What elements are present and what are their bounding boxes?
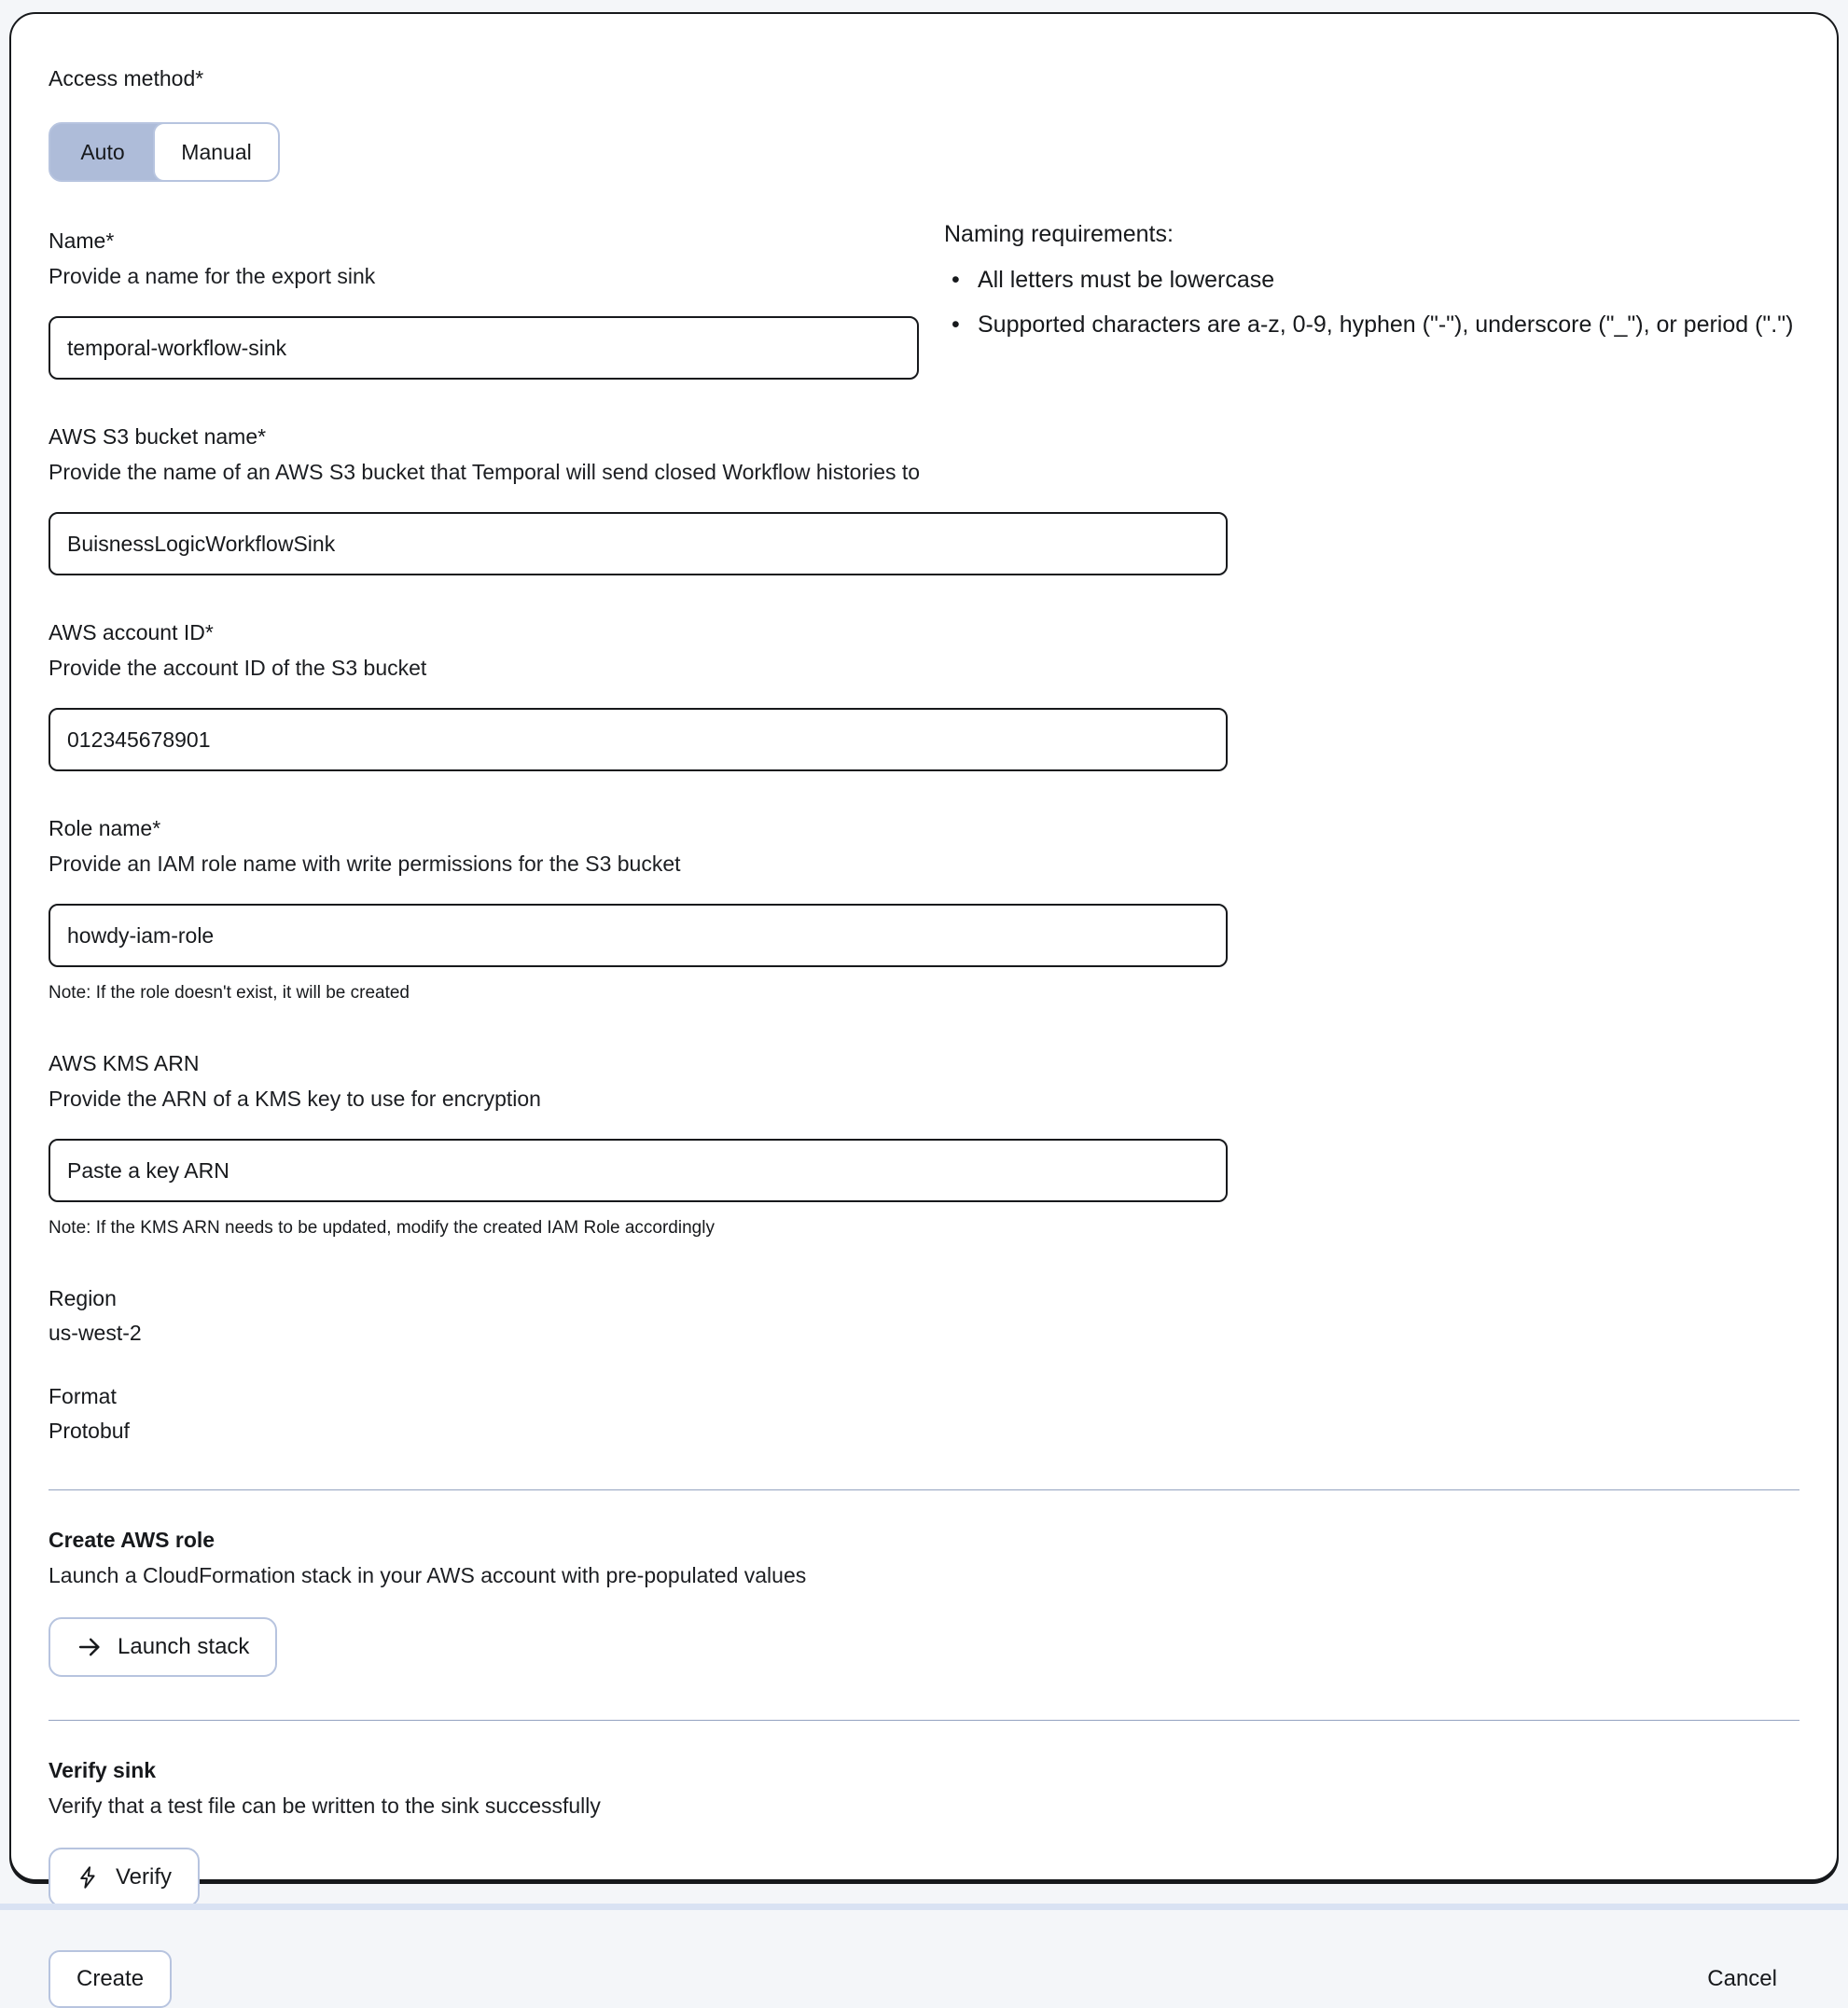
format-group: [49, 1380, 1799, 1447]
format-value: Protobuf: [49, 1419, 130, 1443]
cancel-button-label: Cancel: [1707, 1966, 1777, 1991]
s3-bucket-field-group: [49, 421, 1799, 575]
account-id-field-group: [49, 616, 1799, 771]
launch-stack-button-label: Launch stack: [118, 1634, 250, 1659]
s3-bucket-label: AWS S3 bucket name*: [49, 424, 267, 449]
name-description: Provide a name for the export sink: [49, 264, 376, 288]
kms-arn-description: Provide the ARN of a KMS key to use for encryption: [49, 1087, 541, 1111]
cancel-button[interactable]: [1707, 1966, 1777, 1992]
launch-stack-button[interactable]: [49, 1617, 277, 1677]
divider: [49, 1489, 1799, 1490]
format-label: Format: [49, 1384, 117, 1408]
role-name-description: Provide an IAM role name with write permissions for the S3 bucket: [49, 852, 681, 876]
account-id-input[interactable]: [49, 708, 1228, 771]
access-method-option-manual[interactable]: [153, 122, 280, 182]
account-id-label: AWS account ID*: [49, 620, 214, 644]
access-method-option-manual-label: Manual: [181, 139, 252, 164]
s3-bucket-input[interactable]: [49, 512, 1228, 575]
name-label: Name*: [49, 228, 115, 253]
divider: [49, 1720, 1799, 1721]
region-group: [49, 1282, 1799, 1349]
s3-bucket-description: Provide the name of an AWS S3 bucket that Temporal will send closed Workflow histories to: [49, 460, 921, 484]
page-bottom-accent: [0, 1904, 1848, 1910]
account-id-description: Provide the account ID of the S3 bucket: [49, 656, 427, 680]
create-aws-role-title: Create AWS role: [49, 1528, 215, 1552]
role-name-label: Role name*: [49, 816, 161, 840]
verify-sink-description: Verify that a test file can be written to the sink successfully: [49, 1793, 601, 1818]
arrow-right-icon: [76, 1634, 103, 1660]
create-aws-role-description: Launch a CloudFormation stack in your AWS account with pre-populated values: [49, 1563, 807, 1587]
export-sink-form-panel: [9, 12, 1839, 1991]
create-button-label: Create: [76, 1966, 145, 1991]
create-aws-role-section: [49, 1524, 1799, 1677]
access-method-label: Access method*: [49, 66, 204, 90]
access-method-option-auto-label: Auto: [80, 139, 125, 164]
create-button[interactable]: [49, 1950, 172, 2008]
lightning-bolt-icon: [76, 1865, 101, 1890]
verify-sink-section: [49, 1754, 1799, 1907]
role-name-field-group: [49, 812, 1799, 1006]
verify-button-label: Verify: [116, 1864, 173, 1890]
naming-requirements-title: Naming requirements:: [944, 221, 1174, 247]
role-name-note: Note: If the role doesn't exist, it will be created: [49, 983, 410, 1003]
role-name-input[interactable]: [49, 904, 1228, 967]
verify-sink-title: Verify sink: [49, 1758, 157, 1782]
naming-requirements: [944, 217, 1816, 342]
kms-arn-note: Note: If the KMS ARN needs to be updated, modify the created IAM Role accordingly: [49, 1218, 715, 1238]
naming-requirements-list: [944, 262, 1816, 342]
naming-requirement-item: • Supported characters are a-z, 0-9, hyphen ("-"), underscore ("_"), or period ("."): [944, 307, 1816, 342]
region-label: Region: [49, 1286, 117, 1310]
access-method-option-auto[interactable]: [50, 124, 155, 180]
name-input[interactable]: [49, 316, 919, 380]
kms-arn-field-group: [49, 1047, 1799, 1241]
naming-requirement-item: • All letters must be lowercase: [944, 262, 1816, 298]
kms-arn-label: AWS KMS ARN: [49, 1051, 200, 1075]
region-value: us-west-2: [49, 1321, 142, 1345]
access-method-toggle: [49, 122, 280, 182]
kms-arn-input[interactable]: [49, 1139, 1228, 1202]
verify-button[interactable]: [49, 1848, 200, 1907]
form-footer: [49, 1950, 1799, 2008]
